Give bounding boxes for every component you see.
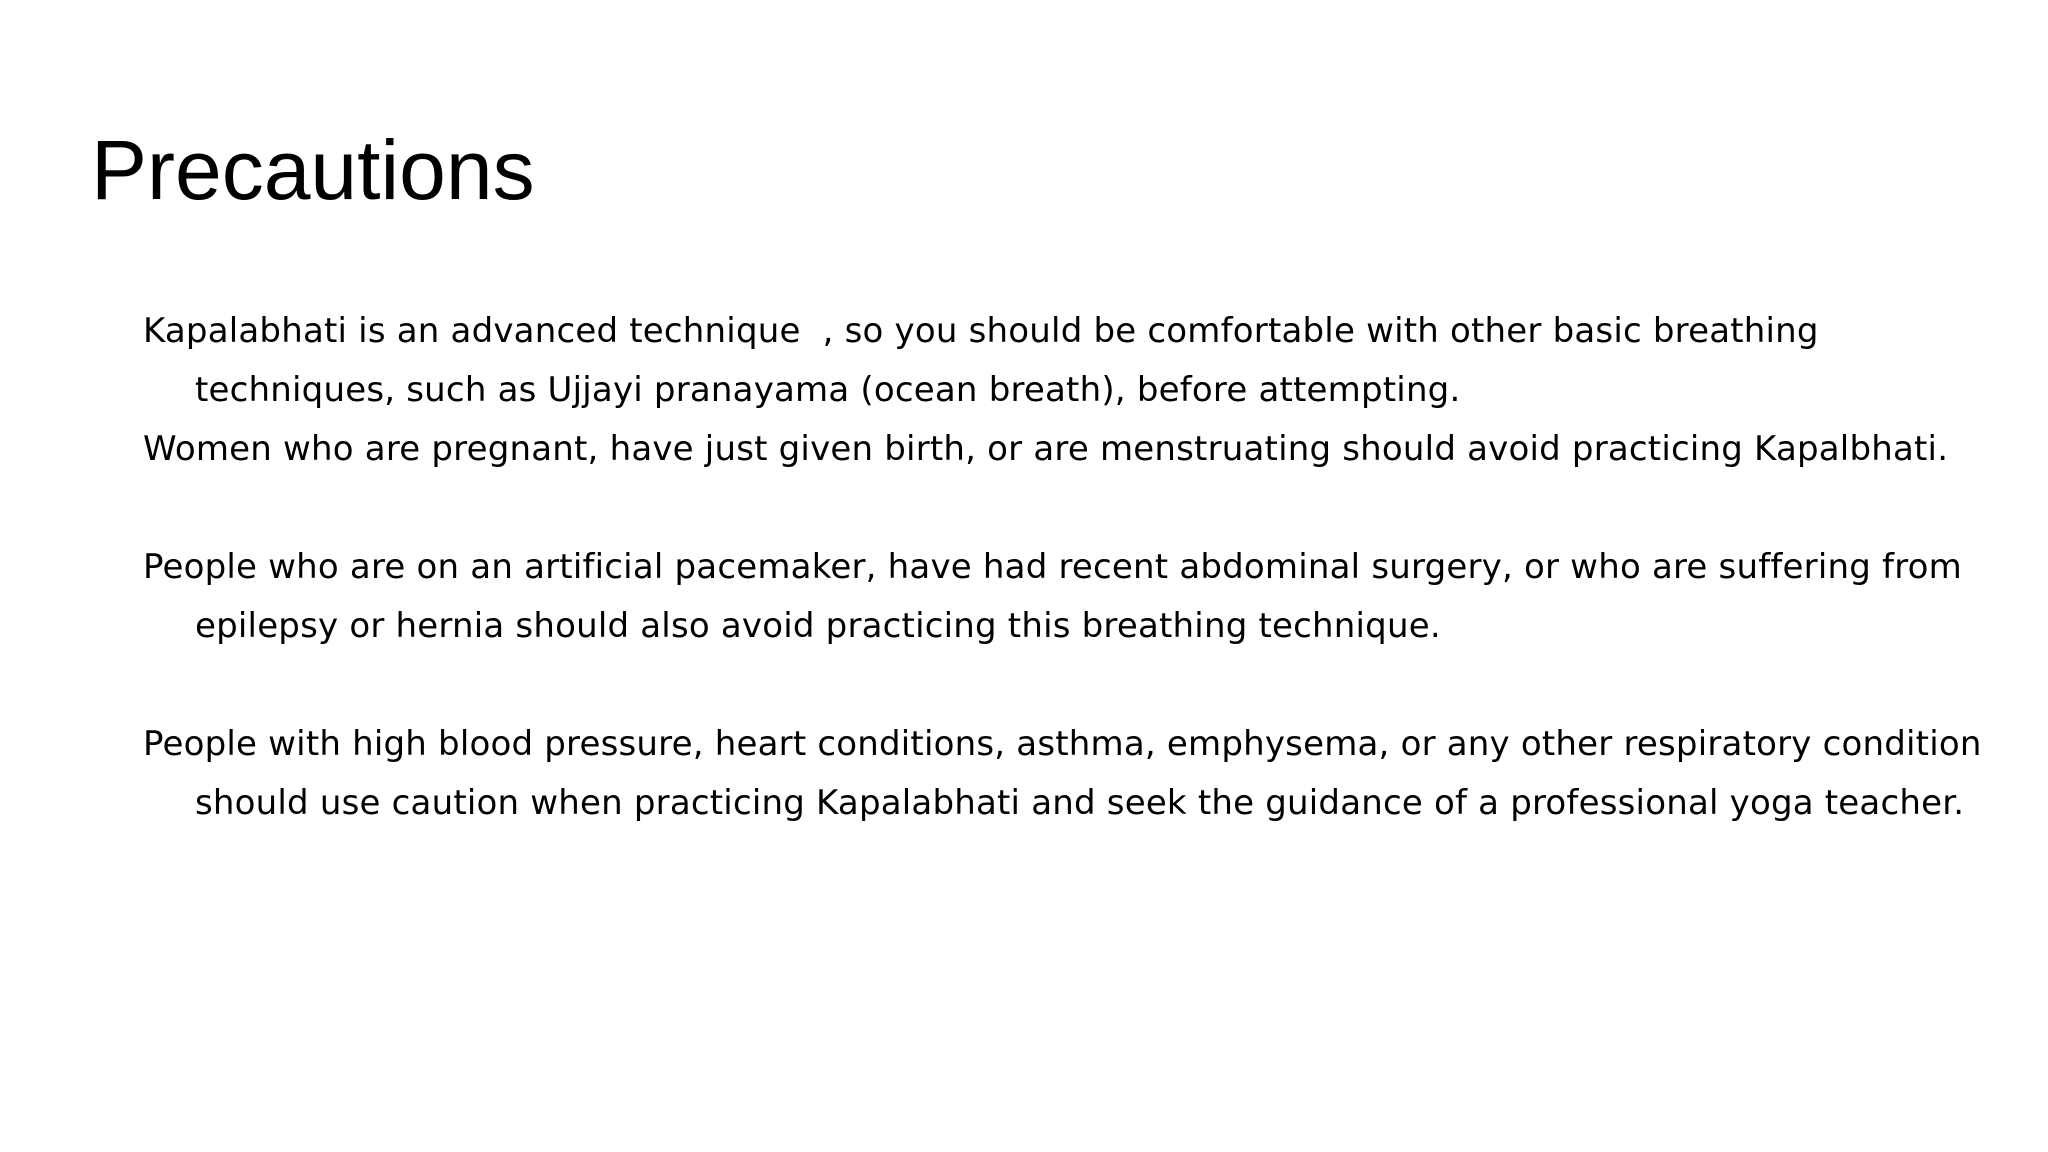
slide-body (143, 302, 2023, 833)
paragraph-women-pregnant: Women who are pregnant, have just given birth, or are menstruating should avoid practicing Kapalbhati. (143, 429, 1949, 469)
paragraph-advanced-technique: Kapalabhati is an advanced technique , so you should be comfortable with other basic breathing techniques, such as Ujjayi pranayama (ocean breath), before attempting. (143, 311, 1830, 410)
paragraph-pacemaker-surgery: People who are on an artificial pacemaker, have had recent abdominal surgery, or who are suffering from epilepsy or hernia should also avoid practicing this breathing technique. (143, 547, 1973, 646)
slide-title: Precautions (91, 123, 535, 217)
paragraph-blood-pressure: People with high blood pressure, heart conditions, asthma, emphysema, or any other respiratory condition should use caution when practicing Kapalabhati and seek the guidance of a professional yoga teacher. (143, 724, 1993, 823)
